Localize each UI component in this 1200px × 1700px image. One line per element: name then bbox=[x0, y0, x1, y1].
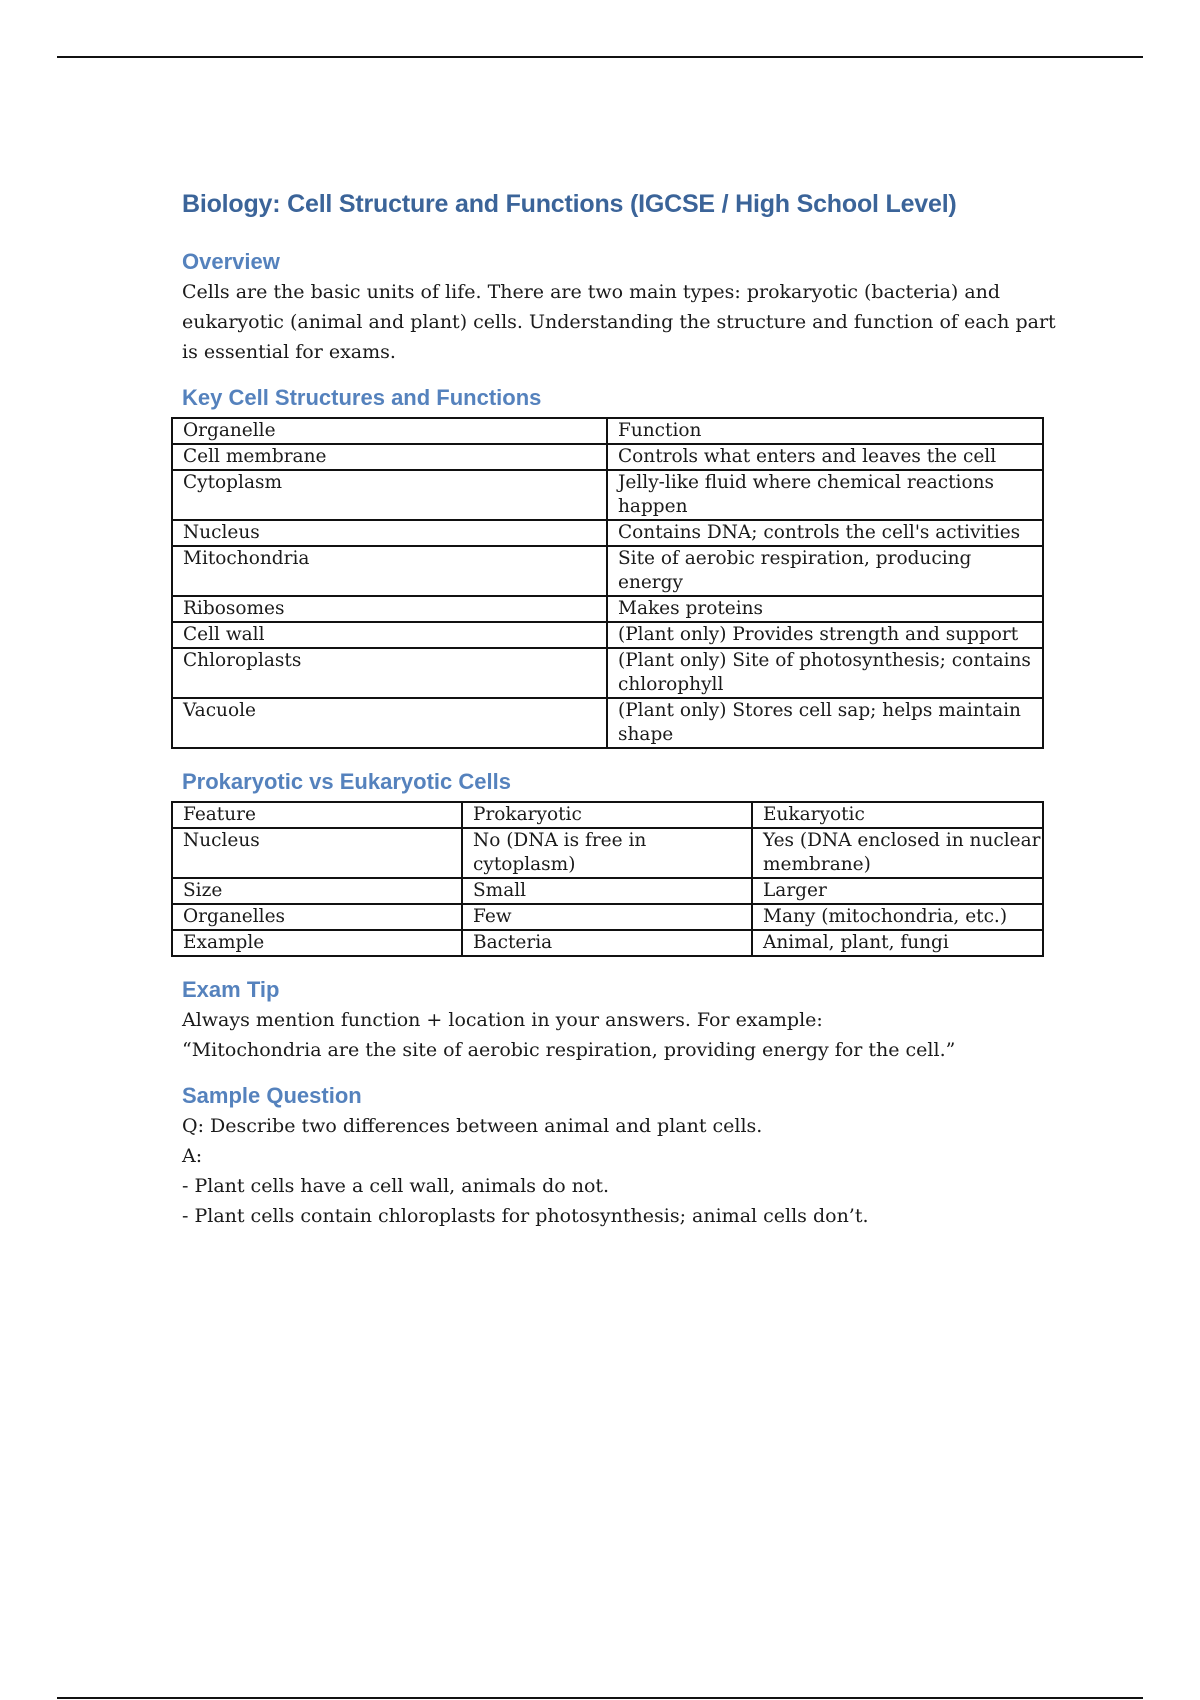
table-cell: (Plant only) Provides strength and support bbox=[607, 622, 1043, 648]
table-row bbox=[172, 596, 1043, 622]
table-header-cell: Prokaryotic bbox=[462, 802, 752, 828]
table-cell: Jelly-like fluid where chemical reactions happen bbox=[607, 470, 1043, 520]
overview-heading: Overview bbox=[182, 249, 280, 274]
table-cell: Few bbox=[462, 904, 752, 930]
table-cell: Cytoplasm bbox=[172, 470, 607, 520]
table-row bbox=[172, 802, 1043, 828]
table-cell: Ribosomes bbox=[172, 596, 607, 622]
table-cell: Yes (DNA enclosed in nuclear membrane) bbox=[752, 828, 1043, 878]
table-row bbox=[172, 622, 1043, 648]
document-body bbox=[182, 190, 1062, 1231]
table-cell: Nucleus bbox=[172, 520, 607, 546]
exam-tip-quote: “Mitochondria are the site of aerobic respiration, providing energy for the cell.” bbox=[182, 1039, 956, 1061]
table-row bbox=[172, 470, 1043, 520]
table-cell: Mitochondria bbox=[172, 546, 607, 596]
table-cell: Chloroplasts bbox=[172, 648, 607, 698]
table-cell: Organelles bbox=[172, 904, 462, 930]
table-cell: (Plant only) Site of photosynthesis; contains chlorophyll bbox=[607, 648, 1043, 698]
table-row bbox=[172, 520, 1043, 546]
sample-answer-item: - Plant cells contain chloroplasts for photosynthesis; animal cells don’t. bbox=[182, 1205, 869, 1227]
sample-answer-label: A: bbox=[182, 1145, 203, 1167]
table-cell: Many (mitochondria, etc.) bbox=[752, 904, 1043, 930]
table-cell: Larger bbox=[752, 878, 1043, 904]
table-cell: Controls what enters and leaves the cell bbox=[607, 444, 1043, 470]
table-header-cell: Feature bbox=[172, 802, 462, 828]
table-header-cell: Function bbox=[607, 418, 1043, 444]
table-cell: No (DNA is free in cytoplasm) bbox=[462, 828, 752, 878]
sample-question-text: Q: Describe two differences between animal and plant cells. bbox=[182, 1115, 763, 1137]
table-cell: (Plant only) Stores cell sap; helps maintain shape bbox=[607, 698, 1043, 748]
overview-text: Cells are the basic units of life. There are two main types: prokaryotic (bacteria) and eukaryotic (animal and plant) cells. Understanding the structure and function of each part is essential for exams. bbox=[182, 281, 1056, 363]
header-rule bbox=[57, 56, 1143, 58]
table-row bbox=[172, 930, 1043, 956]
table-cell: Site of aerobic respiration, producing energy bbox=[607, 546, 1043, 596]
table-row bbox=[172, 904, 1043, 930]
table-row bbox=[172, 546, 1043, 596]
table-row bbox=[172, 444, 1043, 470]
sample-answer-item: - Plant cells have a cell wall, animals do not. bbox=[182, 1175, 610, 1197]
table-row bbox=[172, 418, 1043, 444]
table-cell: Bacteria bbox=[462, 930, 752, 956]
table-row bbox=[172, 698, 1043, 748]
table-cell: Vacuole bbox=[172, 698, 607, 748]
document-title: Biology: Cell Structure and Functions (IGCSE / High School Level) bbox=[182, 190, 957, 218]
structures-table bbox=[171, 417, 1044, 749]
table-cell: Small bbox=[462, 878, 752, 904]
table-cell: Cell membrane bbox=[172, 444, 607, 470]
table-row bbox=[172, 828, 1043, 878]
structures-heading: Key Cell Structures and Functions bbox=[182, 385, 542, 410]
comparison-heading: Prokaryotic vs Eukaryotic Cells bbox=[182, 769, 511, 794]
table-cell: Animal, plant, fungi bbox=[752, 930, 1043, 956]
comparison-table bbox=[171, 801, 1044, 957]
table-header-cell: Organelle bbox=[172, 418, 607, 444]
table-row bbox=[172, 878, 1043, 904]
table-row bbox=[172, 648, 1043, 698]
table-cell: Contains DNA; controls the cell's activities bbox=[607, 520, 1043, 546]
table-cell: Example bbox=[172, 930, 462, 956]
table-cell: Nucleus bbox=[172, 828, 462, 878]
exam-tip-heading: Exam Tip bbox=[182, 977, 280, 1002]
exam-tip-line: Always mention function + location in your answers. For example: bbox=[182, 1009, 823, 1031]
table-cell: Cell wall bbox=[172, 622, 607, 648]
table-cell: Makes proteins bbox=[607, 596, 1043, 622]
table-header-cell: Eukaryotic bbox=[752, 802, 1043, 828]
table-cell: Size bbox=[172, 878, 462, 904]
footer-rule bbox=[57, 1697, 1143, 1699]
sample-question-heading: Sample Question bbox=[182, 1083, 362, 1108]
